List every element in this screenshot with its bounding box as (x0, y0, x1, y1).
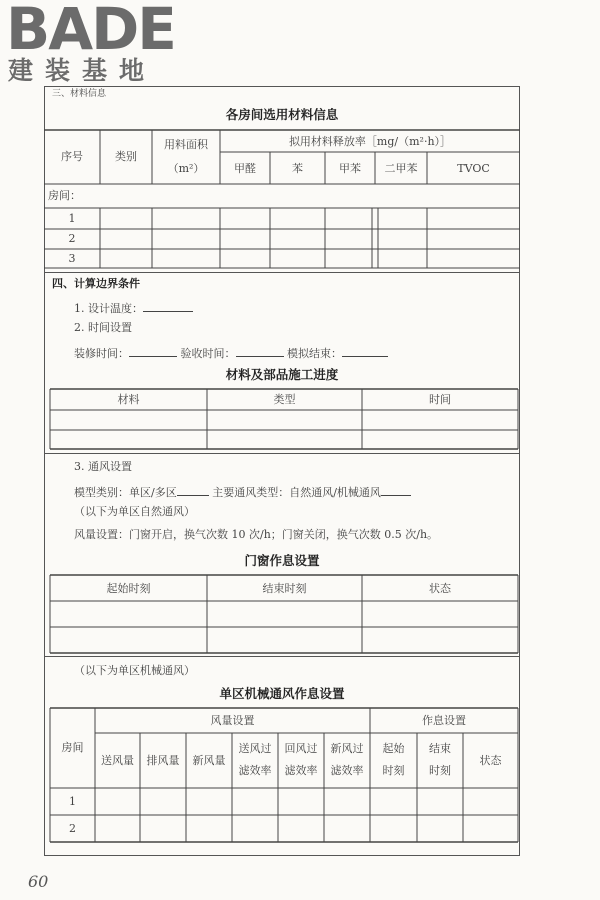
table-row-number: 3 (68, 252, 76, 265)
col-area-unit: （m²） (167, 162, 205, 175)
table4-col-fresh-filter-2: 滤效率 (330, 764, 364, 777)
table2-header-material: 材料 (117, 393, 140, 406)
accept-time-label: 验收时间： (180, 347, 236, 360)
table4-col-start-2: 时刻 (382, 764, 405, 777)
col-index-header: 序号 (61, 150, 83, 163)
model-type-blank[interactable] (177, 484, 209, 496)
col-emission-header: 拟用材料释放率［mg/（m²·h）］ (288, 135, 452, 148)
page-number: 60 (28, 872, 49, 891)
time-fields-line (74, 345, 388, 361)
table4-title: 单区机械通风作息设置 (219, 686, 345, 701)
table4-col-room: 房间 (61, 741, 84, 754)
pollutant-header: 甲醛 (234, 162, 256, 175)
pollutant-header: TVOC (457, 162, 490, 175)
pollutant-header: 甲苯 (339, 162, 361, 175)
brand-logo-subtitle: 建装基地 (8, 56, 157, 85)
col-category-header: 类别 (115, 150, 137, 163)
col-area-header: 用料面积 (164, 138, 208, 151)
decor-time-blank[interactable] (129, 345, 177, 357)
table4-col-end: 结束 (429, 742, 451, 755)
ventilation-heading: 3. 通风设置 (74, 460, 132, 473)
ventilation-type-line (74, 484, 411, 500)
airflow-setting: 风量设置：门窗开启，换气次数 10 次/h；门窗关闭，换气次数 0.5 次/h。 (74, 528, 439, 541)
table4-col-start: 起始 (382, 742, 405, 755)
design-temp-blank[interactable] (143, 300, 193, 312)
table4-group-schedule: 作息设置 (422, 714, 466, 727)
table4-col-status: 状态 (479, 754, 502, 767)
vent-type-blank[interactable] (381, 484, 411, 496)
design-temp-line (74, 300, 193, 316)
table4-col-supply-filter-2: 滤效率 (238, 764, 272, 777)
accept-time-blank[interactable] (236, 345, 284, 357)
sim-end-label: 模拟结束： (287, 347, 342, 360)
table4-col-supply-filter: 送风过 (238, 742, 272, 755)
table-row-number: 2 (68, 232, 76, 245)
table4-col-return-filter: 回风过 (284, 742, 318, 755)
sim-end-blank[interactable] (342, 345, 388, 357)
table2-header-time: 时间 (429, 393, 451, 406)
table4-group-air: 风量设置 (210, 714, 255, 727)
table-row-number: 2 (69, 822, 76, 835)
table3-header-start: 起始时刻 (106, 582, 151, 595)
design-temp-label: 1. 设计温度： (74, 302, 143, 315)
natural-vent-note: （以下为单区自然通风） (74, 505, 195, 518)
time-setting-label: 2. 时间设置 (74, 321, 132, 334)
table4-col-fresh-filter: 新风过 (330, 742, 364, 755)
table4-col-fresh: 新风量 (192, 754, 226, 767)
pollutant-header: 二甲苯 (384, 162, 418, 175)
brand-logo: BADE (6, 0, 175, 63)
table3-header-status: 状态 (429, 582, 451, 595)
section-heading-boundary: 四、计算边界条件 (52, 277, 140, 290)
pollutant-header: 苯 (292, 162, 303, 175)
table2-title: 材料及部品施工进度 (225, 367, 339, 382)
table-row-number: 1 (68, 212, 76, 225)
decor-time-label: 装修时间： (74, 347, 129, 360)
room-label: 房间： (48, 189, 81, 202)
table4-col-exhaust: 排风量 (146, 754, 180, 767)
table4-col-end-2: 时刻 (429, 764, 451, 777)
table4-col-return-filter-2: 滤效率 (284, 764, 318, 777)
table2-header-type: 类型 (273, 393, 296, 406)
table3-header-end: 结束时刻 (262, 582, 307, 595)
table-row-number: 1 (69, 795, 76, 808)
table4-col-supply: 送风量 (101, 754, 134, 767)
model-type-label: 模型类别：单区/多区 (74, 486, 177, 499)
section-heading-materials: 三、材料信息 (52, 89, 107, 99)
vent-type-label: 主要通风类型：自然通风/机械通风 (212, 486, 381, 499)
mechanical-vent-note: （以下为单区机械通风） (74, 664, 195, 677)
table3-title: 门窗作息设置 (244, 553, 320, 568)
table1-title: 各房间选用材料信息 (225, 107, 339, 122)
